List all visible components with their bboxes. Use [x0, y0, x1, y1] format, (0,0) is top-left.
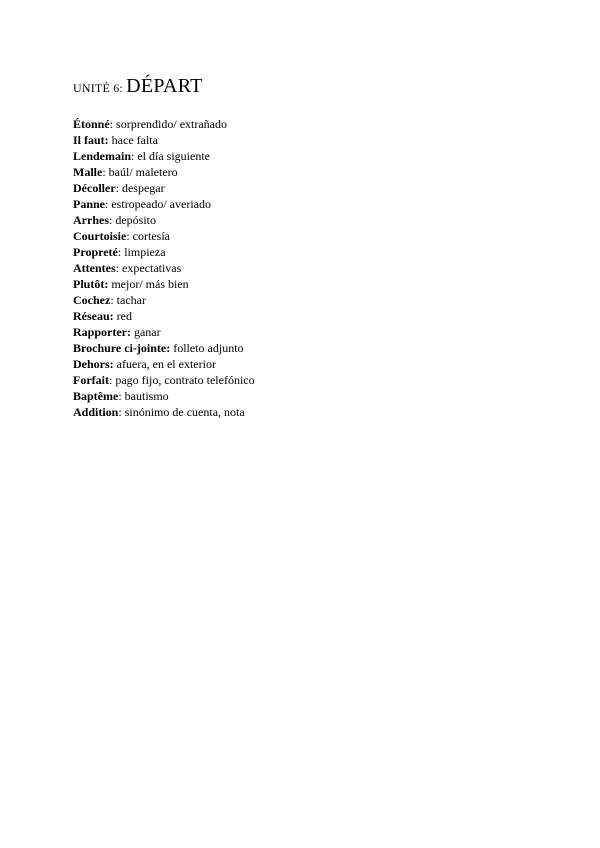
vocabulary-list — [73, 116, 573, 420]
vocabulary-definition: baúl/ maletero — [108, 165, 178, 179]
vocabulary-entry — [73, 180, 573, 196]
vocabulary-definition: el día siguiente — [137, 149, 211, 163]
term-separator: : — [118, 405, 125, 419]
vocabulary-term: Réseau: — [73, 309, 114, 323]
vocabulary-entry — [73, 324, 573, 340]
vocabulary-entry — [73, 196, 573, 212]
vocabulary-entry — [73, 356, 573, 372]
term-separator: : — [126, 229, 133, 243]
vocabulary-definition: hace falta — [111, 133, 158, 147]
vocabulary-term: Décoller — [73, 181, 116, 195]
document-page — [73, 74, 573, 420]
term-separator: : — [115, 261, 122, 275]
vocabulary-entry — [73, 228, 573, 244]
vocabulary-entry — [73, 292, 573, 308]
vocabulary-term: Arrhes — [73, 213, 109, 227]
vocabulary-term: Dehors: — [73, 357, 114, 371]
vocabulary-entry — [73, 116, 573, 132]
vocabulary-definition: depósito — [115, 213, 157, 227]
vocabulary-term: Brochure ci-jointe: — [73, 341, 171, 355]
vocabulary-term: Lendemain — [73, 149, 132, 163]
term-separator: : — [131, 149, 138, 163]
vocabulary-term: Cochez — [73, 293, 111, 307]
vocabulary-entry — [73, 340, 573, 356]
vocabulary-term: Attentes — [73, 261, 116, 275]
vocabulary-entry — [73, 260, 573, 276]
vocabulary-term: Baptême — [73, 389, 119, 403]
vocabulary-term: Propreté — [73, 245, 118, 259]
vocabulary-term: Forfait — [73, 373, 109, 387]
vocabulary-definition: bautismo — [124, 389, 169, 403]
vocabulary-definition: pago fijo, contrato telefónico — [115, 373, 255, 387]
vocabulary-definition: sorprendido/ extrañado — [116, 117, 227, 131]
vocabulary-term: Rapporter: — [73, 325, 131, 339]
vocabulary-definition: sinónimo de cuenta, nota — [124, 405, 245, 419]
vocabulary-entry — [73, 164, 573, 180]
vocabulary-definition: red — [116, 309, 132, 323]
term-separator: : — [118, 389, 125, 403]
vocabulary-term: Addition — [73, 405, 119, 419]
vocabulary-definition: cortesía — [132, 229, 170, 243]
vocabulary-entry — [73, 212, 573, 228]
vocabulary-entry — [73, 148, 573, 164]
term-separator: : — [105, 197, 112, 211]
vocabulary-term: Panne — [73, 197, 106, 211]
vocabulary-term: Il faut: — [73, 133, 109, 147]
vocabulary-entry — [73, 132, 573, 148]
page-title — [73, 74, 573, 100]
vocabulary-term: Plutôt: — [73, 277, 109, 291]
term-separator: : — [109, 213, 116, 227]
vocabulary-term: Étonné — [73, 117, 110, 131]
term-separator: : — [117, 245, 125, 259]
vocabulary-definition: estropeado/ averiado — [111, 197, 211, 211]
term-separator: : — [110, 293, 117, 307]
vocabulary-entry — [73, 388, 573, 404]
vocabulary-entry — [73, 404, 573, 420]
vocabulary-definition: ganar — [133, 325, 161, 339]
vocabulary-entry — [73, 244, 573, 260]
term-separator: : — [115, 181, 122, 195]
unit-title: DÉPART — [126, 75, 203, 97]
vocabulary-entry — [73, 276, 573, 292]
vocabulary-definition: mejor/ más bien — [111, 277, 189, 291]
vocabulary-entry — [73, 372, 573, 388]
vocabulary-definition: tachar — [116, 293, 146, 307]
unit-label: UNITÉ 6: — [73, 81, 127, 95]
vocabulary-definition: folleto adjunto — [173, 341, 244, 355]
vocabulary-definition: expectativas — [122, 261, 182, 275]
vocabulary-entry — [73, 308, 573, 324]
vocabulary-term: Malle — [73, 165, 103, 179]
vocabulary-definition: afuera, en el exterior — [116, 357, 216, 371]
vocabulary-definition: limpieza — [124, 245, 166, 259]
vocabulary-term: Courtoisie — [73, 229, 127, 243]
vocabulary-definition: despegar — [121, 181, 165, 195]
term-separator: : — [108, 373, 116, 387]
term-separator: : — [102, 165, 109, 179]
term-separator: : — [109, 117, 117, 131]
